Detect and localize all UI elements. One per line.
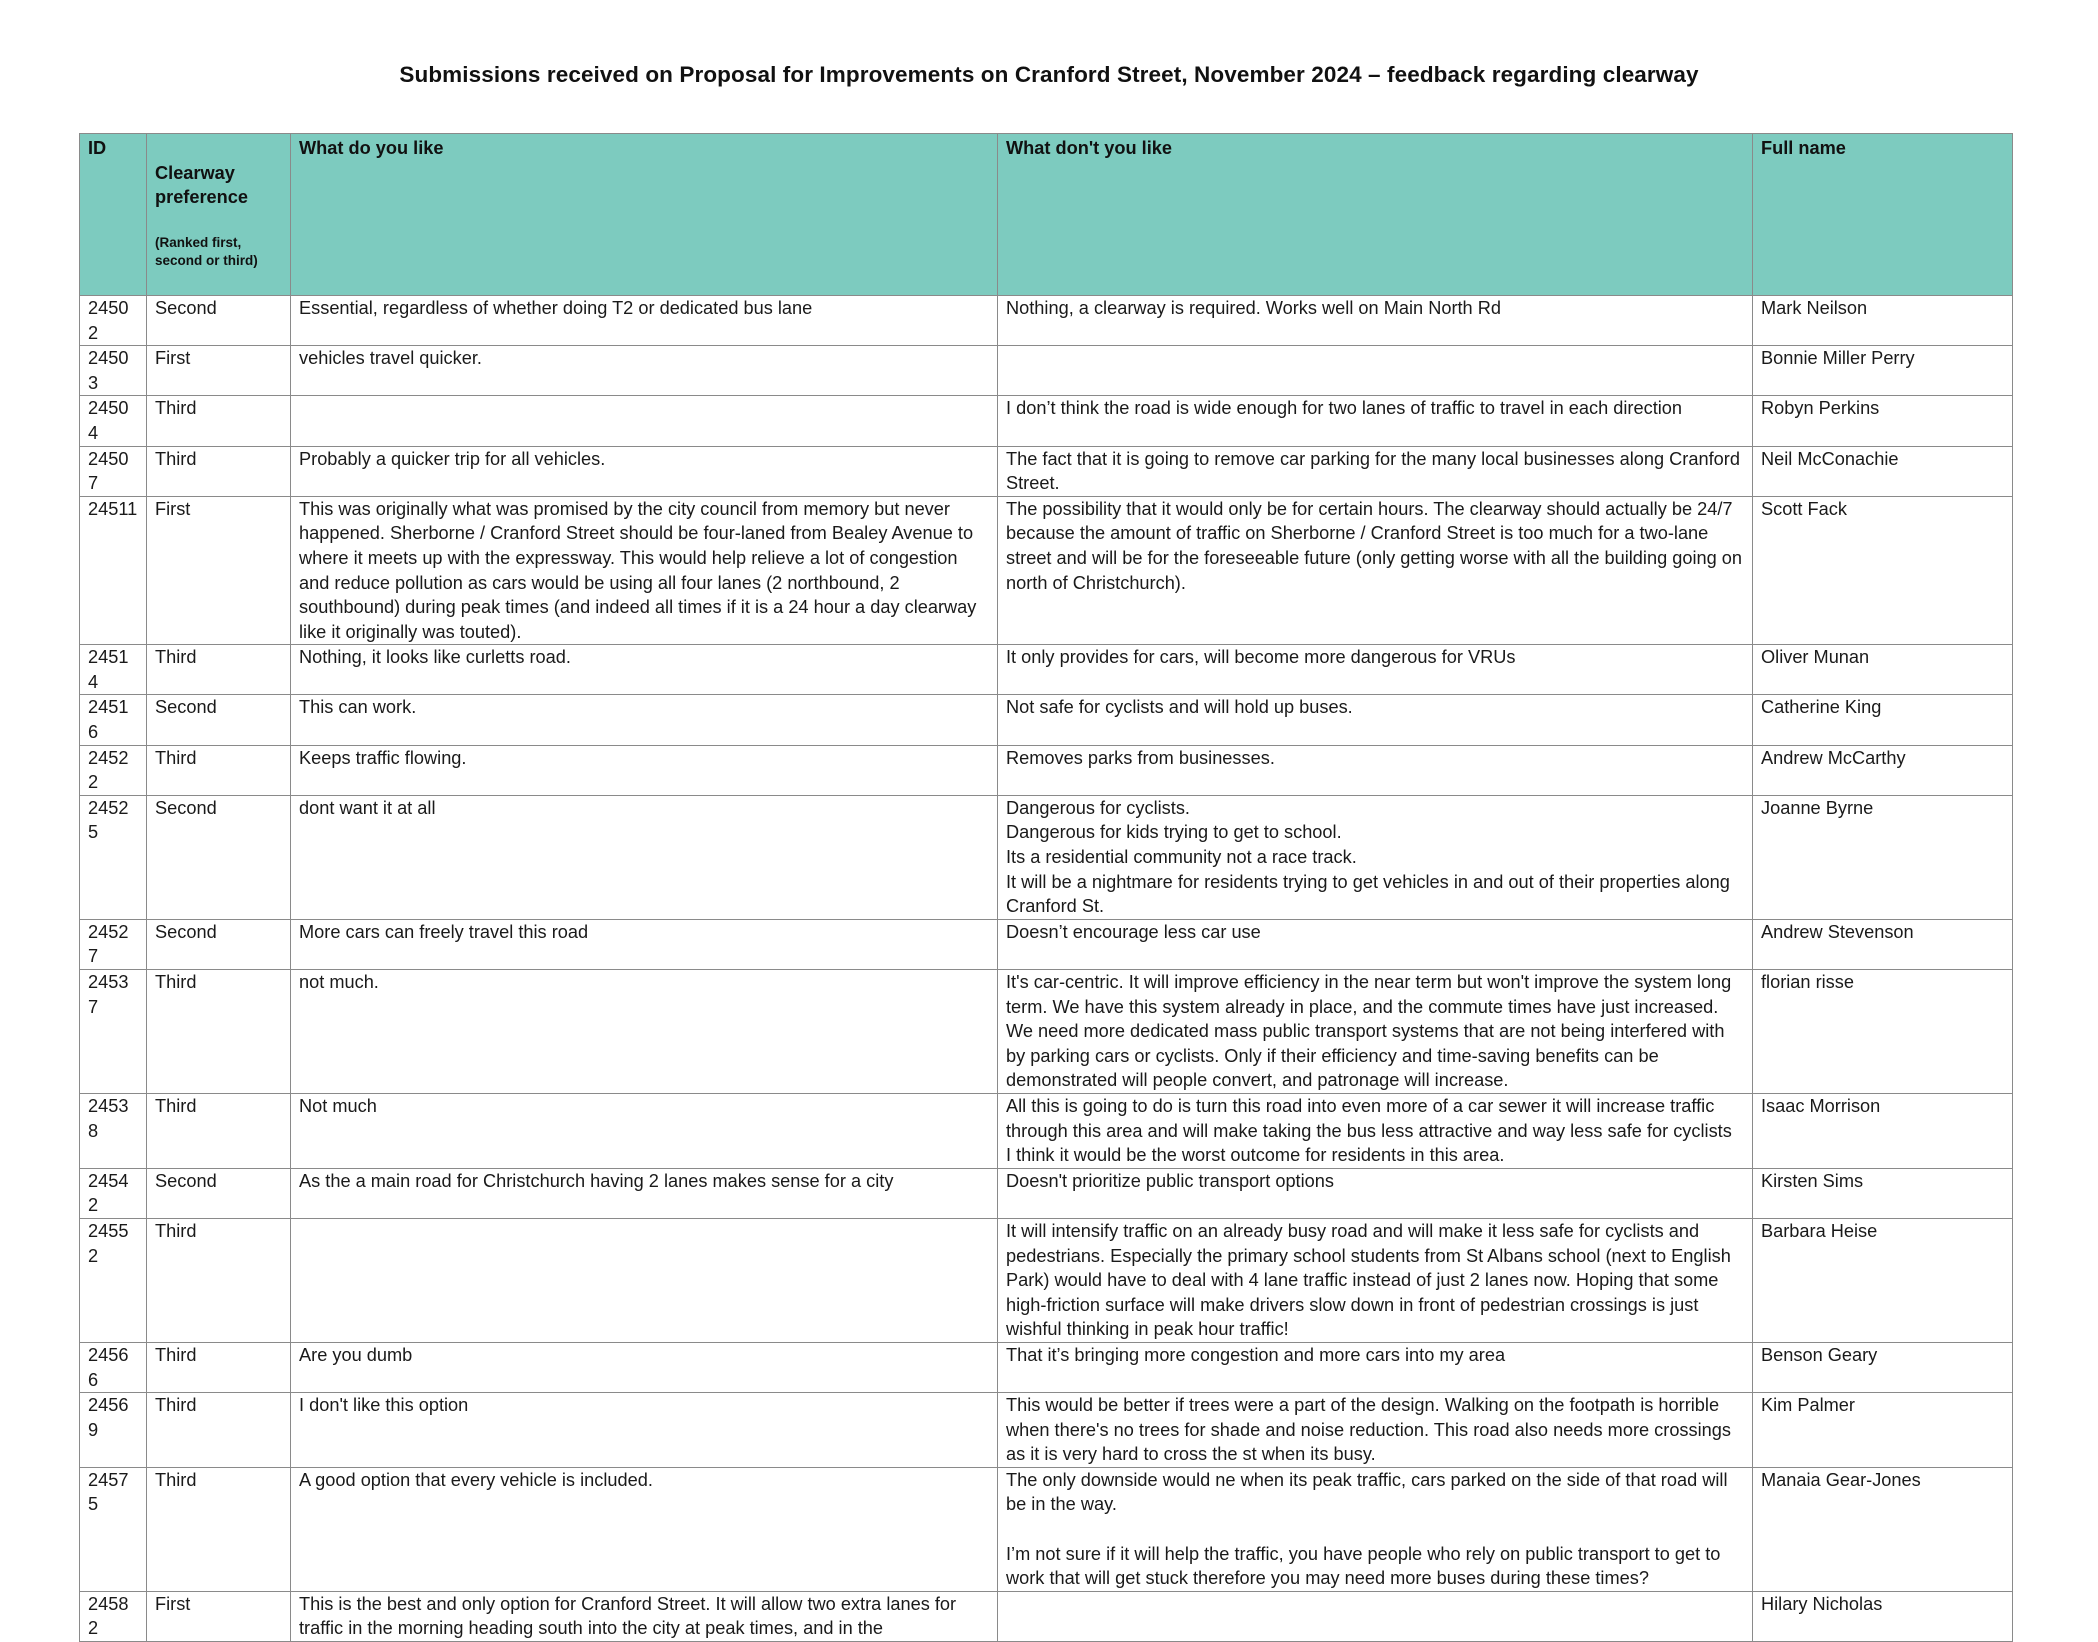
table-row <box>80 346 2013 396</box>
cell-id: 24502 <box>80 295 147 345</box>
cell-dislike: All this is going to do is turn this road into even more of a car sewer it will increase traffic through this area and will make taking the bus less attractive and way less safe for cyclists I think it would be the worst outcome for residents in this area. <box>998 1093 1753 1168</box>
cell-name: Neil McConachie <box>1753 446 2013 496</box>
cell-dislike: Nothing, a clearway is required. Works well on Main North Rd <box>998 295 1753 345</box>
cell-like: Keeps traffic flowing. <box>291 745 998 795</box>
cell-id: 24569 <box>80 1393 147 1468</box>
cell-dislike: The possibility that it would only be for certain hours. The clearway should actually be 24/7 because the amount of traffic on Sherborne / Cranford Street is too much for a two-lane street and will be for the foreseeable future (only getting worse with all the building going on north of Christchurch). <box>998 496 1753 645</box>
header-clearway-preference <box>147 134 291 296</box>
cell-id: 24552 <box>80 1218 147 1342</box>
cell-name: Andrew Stevenson <box>1753 919 2013 969</box>
cell-like: vehicles travel quicker. <box>291 346 998 396</box>
cell-name: Joanne Byrne <box>1753 795 2013 919</box>
cell-dislike: This would be better if trees were a part of the design. Walking on the footpath is horrible when there's no trees for shade and noise reduction. This road also needs more crossings as it is very hard to cross the st when its busy. <box>998 1393 1753 1468</box>
cell-dislike: Doesn’t encourage less car use <box>998 919 1753 969</box>
cell-id: 24522 <box>80 745 147 795</box>
cell-name: Oliver Munan <box>1753 645 2013 695</box>
cell-preference: Third <box>147 645 291 695</box>
cell-like: dont want it at all <box>291 795 998 919</box>
cell-preference: Second <box>147 795 291 919</box>
table-row <box>80 1591 2013 1641</box>
header-full-name: Full name <box>1753 134 2013 296</box>
header-what-you-dont-like: What don't you like <box>998 134 1753 296</box>
cell-dislike: That it’s bringing more congestion and more cars into my area <box>998 1342 1753 1392</box>
cell-name: Kim Palmer <box>1753 1393 2013 1468</box>
table-row <box>80 795 2013 919</box>
cell-id: 24537 <box>80 970 147 1094</box>
cell-name: Mark Neilson <box>1753 295 2013 345</box>
cell-name: Isaac Morrison <box>1753 1093 2013 1168</box>
cell-preference: First <box>147 1591 291 1641</box>
document-title: Submissions received on Proposal for Improvements on Cranford Street, November 2024 – feedback regarding clearway <box>399 62 1699 87</box>
table-row <box>80 1342 2013 1392</box>
cell-id: 24516 <box>80 695 147 745</box>
cell-preference: First <box>147 496 291 645</box>
table-row <box>80 396 2013 446</box>
cell-dislike: The fact that it is going to remove car parking for the many local businesses along Cranford Street. <box>998 446 1753 496</box>
cell-dislike: Not safe for cyclists and will hold up buses. <box>998 695 1753 745</box>
table-row <box>80 1093 2013 1168</box>
cell-like: Essential, regardless of whether doing T2 or dedicated bus lane <box>291 295 998 345</box>
cell-preference: Third <box>147 970 291 1094</box>
table-row <box>80 496 2013 645</box>
cell-name: Robyn Perkins <box>1753 396 2013 446</box>
cell-like: I don't like this option <box>291 1393 998 1468</box>
table-row <box>80 1467 2013 1591</box>
table-row <box>80 745 2013 795</box>
cell-preference: Second <box>147 919 291 969</box>
cell-name: Catherine King <box>1753 695 2013 745</box>
cell-id: 24507 <box>80 446 147 496</box>
header-preference-note: (Ranked first, second or third) <box>155 235 258 269</box>
cell-name: Andrew McCarthy <box>1753 745 2013 795</box>
cell-id: 24538 <box>80 1093 147 1168</box>
cell-preference: Third <box>147 396 291 446</box>
cell-like <box>291 1218 998 1342</box>
cell-like <box>291 396 998 446</box>
cell-preference: Third <box>147 1342 291 1392</box>
cell-like: As the a main road for Christchurch having 2 lanes makes sense for a city <box>291 1168 998 1218</box>
cell-dislike: It only provides for cars, will become more dangerous for VRUs <box>998 645 1753 695</box>
cell-like: More cars can freely travel this road <box>291 919 998 969</box>
cell-like: This is the best and only option for Cranford Street. It will allow two extra lanes for traffic in the morning heading south into the city at peak times, and in the <box>291 1591 998 1641</box>
cell-dislike: The only downside would ne when its peak traffic, cars parked on the side of that road will be in the way. I’m not sure if it will help the traffic, you have people who rely on public transport to get to work that will get stuck therefore you may need more buses during these times? <box>998 1467 1753 1591</box>
cell-name: Kirsten Sims <box>1753 1168 2013 1218</box>
header-what-you-like: What do you like <box>291 134 998 296</box>
cell-id: 24511 <box>80 496 147 645</box>
table-row <box>80 1168 2013 1218</box>
cell-name: Hilary Nicholas <box>1753 1591 2013 1641</box>
cell-like: Are you dumb <box>291 1342 998 1392</box>
cell-id: 24504 <box>80 396 147 446</box>
table-row <box>80 295 2013 345</box>
cell-preference: Third <box>147 1093 291 1168</box>
cell-id: 24525 <box>80 795 147 919</box>
cell-like: This can work. <box>291 695 998 745</box>
cell-dislike: Doesn't prioritize public transport options <box>998 1168 1753 1218</box>
table-row <box>80 919 2013 969</box>
header-id: ID <box>80 134 147 296</box>
cell-dislike: It will intensify traffic on an already busy road and will make it less safe for cyclists and pedestrians. Especially the primary school students from St Albans school (next to English Park) would have to deal with 4 lane traffic instead of just 2 lanes now. Hoping that some high-friction surface will make drivers slow down in front of pedestrian crossings is just wishful thinking in peak hour traffic! <box>998 1218 1753 1342</box>
cell-preference: Third <box>147 446 291 496</box>
cell-id: 24582 <box>80 1591 147 1641</box>
cell-id: 24575 <box>80 1467 147 1591</box>
cell-id: 24566 <box>80 1342 147 1392</box>
cell-like: Nothing, it looks like curletts road. <box>291 645 998 695</box>
table-row <box>80 1393 2013 1468</box>
cell-dislike <box>998 346 1753 396</box>
cell-preference: Second <box>147 295 291 345</box>
cell-preference: Third <box>147 1467 291 1591</box>
cell-name: Barbara Heise <box>1753 1218 2013 1342</box>
cell-like: not much. <box>291 970 998 1094</box>
cell-like: A good option that every vehicle is included. <box>291 1467 998 1591</box>
cell-name: florian risse <box>1753 970 2013 1094</box>
cell-preference: Second <box>147 1168 291 1218</box>
cell-id: 24503 <box>80 346 147 396</box>
cell-preference: First <box>147 346 291 396</box>
cell-dislike <box>998 1591 1753 1641</box>
cell-dislike: Removes parks from businesses. <box>998 745 1753 795</box>
cell-like: Probably a quicker trip for all vehicles. <box>291 446 998 496</box>
cell-id: 24527 <box>80 919 147 969</box>
cell-id: 24542 <box>80 1168 147 1218</box>
cell-preference: Third <box>147 745 291 795</box>
cell-like: This was originally what was promised by the city council from memory but never happened. Sherborne / Cranford Street should be four-laned from Bealey Avenue to where it meets up with the expressway. This would help relieve a lot of congestion and reduce pollution as cars would be using all four lanes (2 northbound, 2 southbound) during peak times (and indeed all times if it is a 24 hour a day clearway like it originally was touted). <box>291 496 998 645</box>
cell-dislike: I don’t think the road is wide enough for two lanes of traffic to travel in each direction <box>998 396 1753 446</box>
submissions-table <box>79 133 2013 1642</box>
table-row <box>80 446 2013 496</box>
table-row <box>80 970 2013 1094</box>
cell-dislike: Dangerous for cyclists. Dangerous for kids trying to get to school. Its a residential community not a race track. It will be a nightmare for residents trying to get vehicles in and out of their properties along Cranford St. <box>998 795 1753 919</box>
cell-preference: Third <box>147 1218 291 1342</box>
table-row <box>80 1218 2013 1342</box>
header-preference-label: Clearway preference <box>155 162 249 208</box>
cell-preference: Second <box>147 695 291 745</box>
cell-name: Manaia Gear-Jones <box>1753 1467 2013 1591</box>
table-row <box>80 645 2013 695</box>
header-row <box>80 134 2013 296</box>
cell-preference: Third <box>147 1393 291 1468</box>
table-row <box>80 695 2013 745</box>
cell-name: Scott Fack <box>1753 496 2013 645</box>
cell-name: Bonnie Miller Perry <box>1753 346 2013 396</box>
cell-dislike: It's car-centric. It will improve efficiency in the near term but won't improve the system long term. We have this system already in place, and the commute times have just increased. We need more dedicated mass public transport systems that are not being interfered with by parking cars or cyclists. Only if their efficiency and time-saving benefits can be demonstrated will people convert, and patronage will increase. <box>998 970 1753 1094</box>
cell-like: Not much <box>291 1093 998 1168</box>
cell-name: Benson Geary <box>1753 1342 2013 1392</box>
cell-id: 24514 <box>80 645 147 695</box>
